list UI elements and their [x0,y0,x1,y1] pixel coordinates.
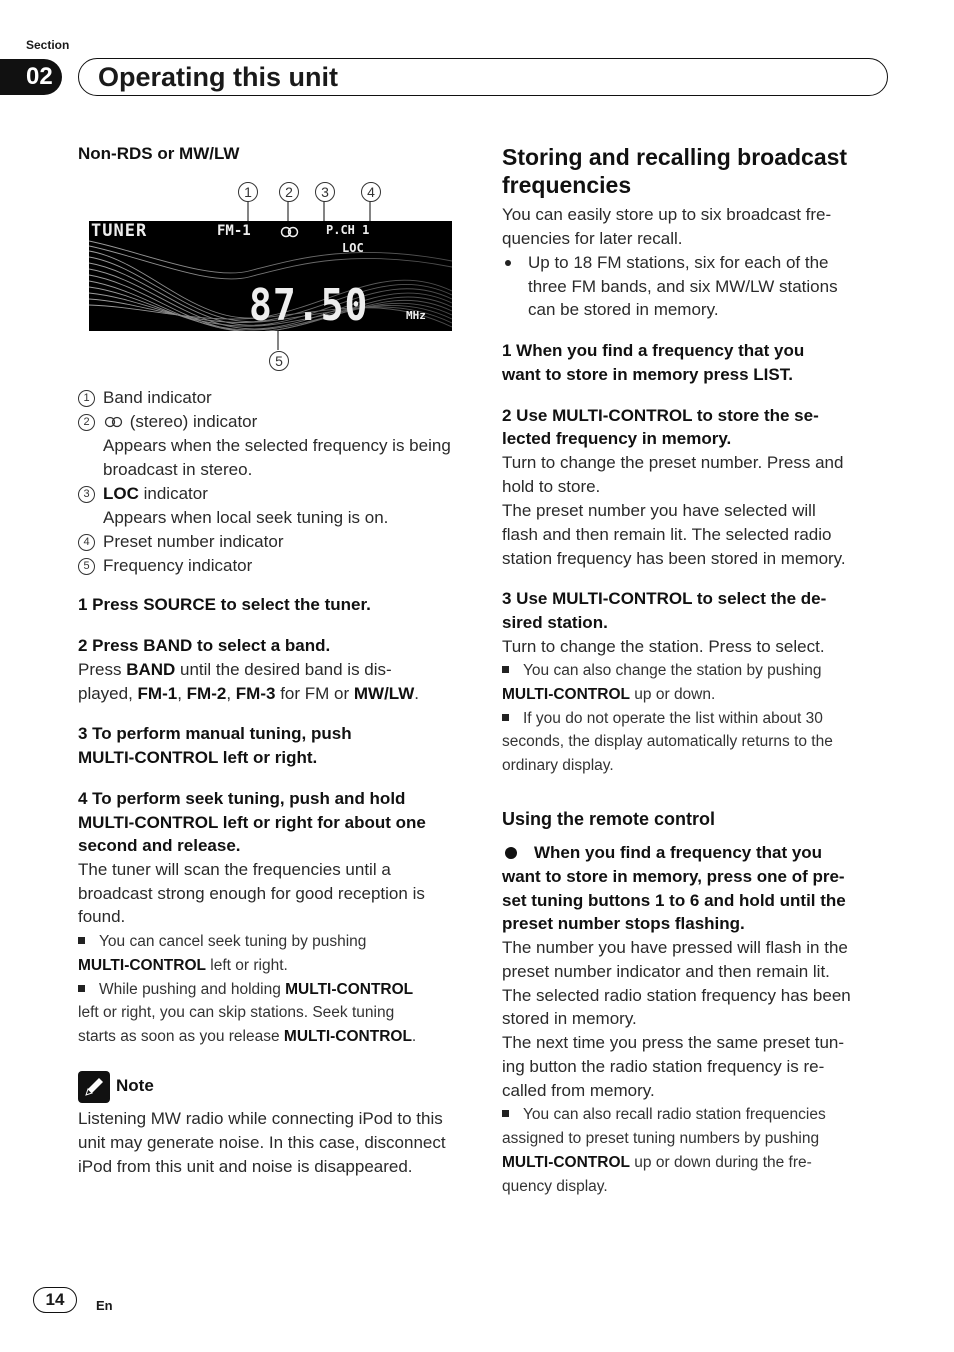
note-label: Note [116,1076,154,1095]
bullet-auto-return: If you do not operate the list within about 30 [502,707,823,731]
bullet-auto-return-line2: seconds, the display automatically returns to the [502,733,833,750]
remote-body: ing button the radio station frequency is re- [502,1057,825,1076]
remote-body: stored in memory. [502,1009,637,1028]
callout-4: 4 [361,182,381,202]
bullet-skip-stations-line3: starts as soon as you release MULTI-CONTROL. [78,1028,417,1045]
intro-line1: You can easily store up to six broadcast fre- [502,205,832,224]
stereo-icon [279,226,301,238]
pencil-icon [78,1071,110,1103]
callout-1: 1 [238,182,258,202]
page-title: Operating this unit [98,62,338,92]
dot-bullet-line1: Up to 18 FM stations, six for each of the [528,253,829,272]
legend-text: indicator [138,484,208,503]
dot-bullet-icon [505,260,511,266]
tuner-display-illustration [89,221,452,331]
remote-step-line4: preset number stops flashing. [502,914,745,933]
legend-text: Band indicator [103,388,212,407]
bullet-recall-presets: You can also recall radio station frequencies [502,1103,826,1127]
dot-bullet-line2: three FM bands, and six MW/LW stations [528,277,838,296]
callout-leader-lines [0,0,954,400]
step-2-body-line2: played, FM-1, FM-2, FM-3 for FM or MW/LW. [78,684,420,703]
section-label: Section [26,38,70,52]
store-step-1-line1: 1 When you find a frequency that you [502,341,805,360]
store-step-2-line1: 2 Use MULTI-CONTROL to store the se- [502,406,819,425]
store-step-2-body: Turn to change the preset number. Press and [502,453,844,472]
step-2-body-line1: Press BAND until the desired band is dis- [78,660,392,679]
language-label: En [96,1298,113,1313]
legend-number: 5 [78,558,95,575]
step-4-body-line2: broadcast strong enough for good reception is [78,884,425,903]
step-4-heading-line1: 4 To perform seek tuning, push and hold [78,789,406,808]
bullet-cancel-seek: You can cancel seek tuning by pushing [78,930,366,954]
step-4-body-line3: found. [78,907,126,926]
note-body-line1: Listening MW radio while connecting iPod to this [78,1109,443,1128]
legend-number: 2 [78,414,95,431]
note-body-line3: iPod from this unit and noise is disappeared. [78,1157,413,1176]
square-bullet-icon [502,714,509,721]
remote-step-line3: set tuning buttons 1 to 6 and hold until the [502,891,846,910]
legend-number: 4 [78,534,95,551]
remote-subheading: Using the remote control [502,809,716,829]
step-1-heading: 1 Press SOURCE to select the tuner. [78,595,371,614]
page-number: 14 [33,1287,77,1313]
square-bullet-icon [78,985,85,992]
display-source-text: TUNER [91,221,148,241]
store-step-2-body: flash and then remain lit. The selected radio [502,525,832,544]
callout-5: 5 [269,351,289,371]
step-3-heading-line1: 3 To perform manual tuning, push [78,724,352,743]
bullet-cancel-seek-line2: MULTI-CONTROL left or right. [78,957,288,974]
display-frequency-text: 87.50 [249,279,369,331]
display-loc-text: LOC [342,241,364,255]
remote-body: The next time you press the same preset tun- [502,1033,845,1052]
remote-step-line2: want to store in memory, press one of pre- [502,867,845,886]
store-step-2-body: The preset number you have selected will [502,501,816,520]
store-step-2-body: station frequency has been stored in memory. [502,549,846,568]
bullet-skip-stations: While pushing and holding MULTI-CONTROL [78,978,413,1002]
legend-number: 1 [78,390,95,407]
legend-text: Preset number indicator [103,532,284,551]
store-step-2-body: hold to store. [502,477,601,496]
section-heading: Storing and recalling broadcast frequencies [502,144,848,198]
bullet-skip-stations-line2: left or right, you can skip stations. Seek tuning [78,1004,395,1021]
subheading-non-rds: Non-RDS or MW/LW [78,144,240,163]
remote-body: The selected radio station frequency has been [502,986,851,1005]
square-bullet-icon [502,666,509,673]
store-step-3-line2: sired station. [502,613,608,632]
bullet-change-station-line2: MULTI-CONTROL up or down. [502,686,716,703]
legend-description: Appears when local seek tuning is on. [103,508,389,527]
legend-text: (stereo) indicator [129,412,258,431]
store-step-1-line2: want to store in memory press LIST. [502,365,793,384]
square-bullet-icon [78,937,85,944]
legend-description: Appears when the selected frequency is being broadcast in stereo. [103,436,451,479]
display-preset-text: P.CH 1 [326,223,370,237]
step-4-heading-line2: MULTI-CONTROL left or right for about one [78,813,426,832]
legend-bold-term: LOC [103,484,139,503]
dot-bullet-line3: can be stored in memory. [528,300,719,319]
square-bullet-icon [502,1110,509,1117]
bullet-change-station: You can also change the station by pushing [502,659,821,683]
step-4-heading-line3: second and release. [78,836,241,855]
bullet-auto-return-line3: ordinary display. [502,757,614,774]
note-icon [78,1071,110,1103]
bullet-recall-presets-line2: assigned to preset tuning numbers by pushing [502,1130,820,1147]
legend-number: 3 [78,486,95,503]
step-2-heading: 2 Press BAND to select a band. [78,636,331,655]
step-4-body-line1: The tuner will scan the frequencies until a [78,860,391,879]
indicator-legend [78,386,468,586]
store-step-3-body: Turn to change the station. Press to select. [502,637,825,656]
filled-dot-icon [505,847,517,859]
stereo-icon [103,416,125,428]
remote-body: preset number indicator and then remain lit. [502,962,830,981]
remote-step-line1: When you find a frequency that you [534,843,823,862]
bullet-recall-presets-line4: quency display. [502,1178,608,1195]
display-unit-text: MHz [406,309,426,322]
section-number-badge: 02 [0,59,62,95]
callout-2: 2 [279,182,299,202]
bullet-recall-presets-line3: MULTI-CONTROL up or down during the fre- [502,1154,812,1171]
callout-3: 3 [315,182,335,202]
store-step-2-line2: lected frequency in memory. [502,429,732,448]
remote-body: The number you have pressed will flash in the [502,938,848,957]
remote-body: called from memory. [502,1081,655,1100]
intro-line2: quencies for later recall. [502,229,683,248]
legend-text: Frequency indicator [103,556,253,575]
step-3-heading-line2: MULTI-CONTROL left or right. [78,748,318,767]
display-band-text: FM-1 [217,223,251,239]
store-step-3-line1: 3 Use MULTI-CONTROL to select the de- [502,589,827,608]
note-body-line2: unit may generate noise. In this case, disconnect [78,1133,446,1152]
